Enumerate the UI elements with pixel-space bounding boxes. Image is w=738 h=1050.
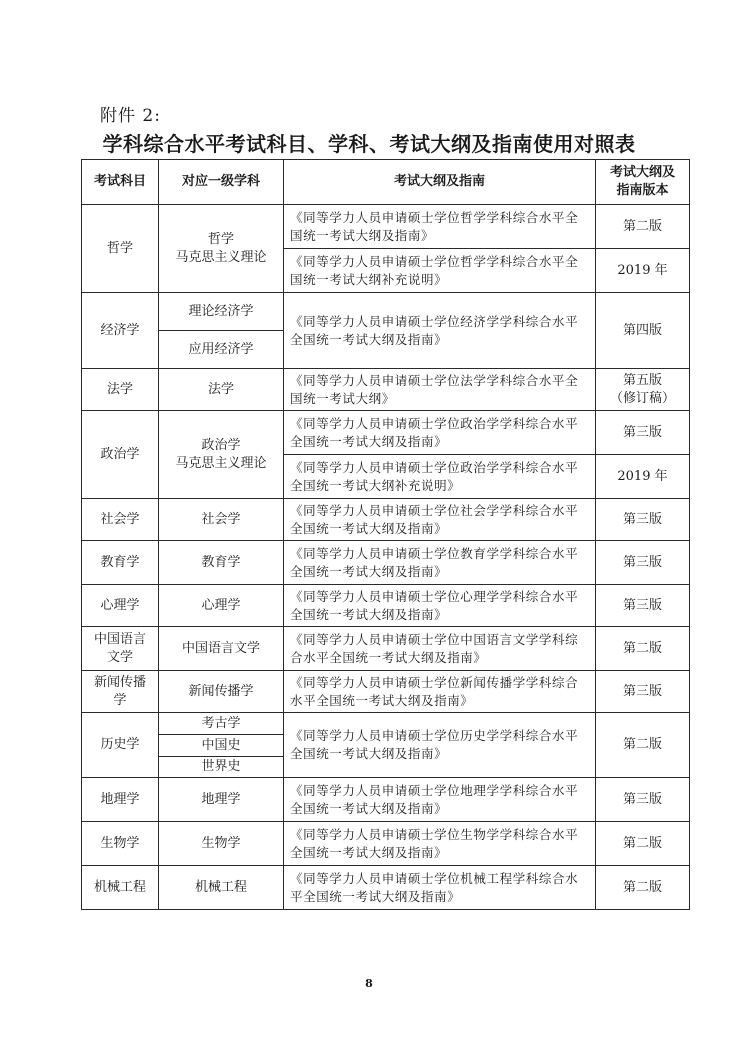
subject-cell: 政治学 bbox=[82, 411, 159, 499]
guide-cell: 《同等学力人员申请硕士学位社会学学科综合水平全国统一考试大纲及指南》 bbox=[284, 499, 596, 541]
guide-cell: 《同等学力人员申请硕士学位政治学学科综合水平全国统一考试大纲及指南》 bbox=[284, 411, 596, 455]
discipline-cell: 考古学 bbox=[159, 713, 284, 735]
version-cell: 第二版 bbox=[596, 866, 690, 910]
table-row bbox=[82, 713, 690, 735]
discipline-cell: 应用经济学 bbox=[159, 331, 284, 369]
subject-line: 学 bbox=[113, 692, 127, 708]
subject-cell: 机械工程 bbox=[82, 866, 159, 910]
page-number: 8 bbox=[365, 977, 373, 990]
table-row bbox=[82, 541, 690, 585]
version-cell: 第四版 bbox=[596, 293, 690, 369]
subject-cell: 社会学 bbox=[82, 499, 159, 541]
table-row bbox=[82, 369, 690, 411]
guide-cell: 《同等学力人员申请硕士学位历史学学科综合水平全国统一考试大纲及指南》 bbox=[284, 713, 596, 778]
version-cell: 第三版 bbox=[596, 671, 690, 713]
header-guide: 考试大纲及指南 bbox=[284, 160, 596, 205]
discipline-cell: 生物学 bbox=[159, 822, 284, 866]
discipline-line: 哲学 bbox=[207, 231, 234, 247]
subject-cell: 历史学 bbox=[82, 713, 159, 778]
guide-cell: 《同等学力人员申请硕士学位心理学学科综合水平全国统一考试大纲及指南》 bbox=[284, 585, 596, 627]
table-row bbox=[82, 778, 690, 822]
version-line: 第五版 bbox=[622, 372, 662, 388]
subject-cell: 法学 bbox=[82, 369, 159, 411]
subject-cell: 哲学 bbox=[82, 205, 159, 293]
version-cell: 第二版 bbox=[596, 205, 690, 249]
discipline-cell: 新闻传播学 bbox=[159, 671, 284, 713]
version-cell: 第三版 bbox=[596, 541, 690, 585]
table-row bbox=[82, 866, 690, 910]
discipline-line: 马克思主义理论 bbox=[175, 249, 267, 265]
version-cell: 第三版 bbox=[596, 585, 690, 627]
discipline-line: 政治学 bbox=[201, 437, 241, 453]
table-row bbox=[82, 627, 690, 671]
guide-cell: 《同等学力人员申请硕士学位哲学学科综合水平全国统一考试大纲及指南》 bbox=[284, 205, 596, 249]
version-cell: 第三版 bbox=[596, 778, 690, 822]
guide-cell: 《同等学力人员申请硕士学位中国语言文学学科综合水平全国统一考试大纲及指南》 bbox=[284, 627, 596, 671]
discipline-cell bbox=[159, 411, 284, 499]
subject-cell: 经济学 bbox=[82, 293, 159, 369]
table-row bbox=[82, 585, 690, 627]
table-row bbox=[82, 411, 690, 455]
subject-line: 新闻传播 bbox=[93, 674, 146, 690]
subject-cell: 地理学 bbox=[82, 778, 159, 822]
guide-cell: 《同等学力人员申请硕士学位政治学学科综合水平全国统一考试大纲补充说明》 bbox=[284, 455, 596, 499]
guide-cell: 《同等学力人员申请硕士学位机械工程学科综合水平全国统一考试大纲及指南》 bbox=[284, 866, 596, 910]
guide-cell: 《同等学力人员申请硕士学位教育学学科综合水平全国统一考试大纲及指南》 bbox=[284, 541, 596, 585]
table-row bbox=[82, 205, 690, 249]
discipline-cell: 法学 bbox=[159, 369, 284, 411]
discipline-cell: 中国史 bbox=[159, 735, 284, 757]
guide-cell: 《同等学力人员申请硕士学位法学学科综合水平全国统一考试大纲》 bbox=[284, 369, 596, 411]
subject-cell: 心理学 bbox=[82, 585, 159, 627]
attachment-label: 附件 2: bbox=[100, 106, 161, 126]
discipline-cell: 地理学 bbox=[159, 778, 284, 822]
version-cell: 第二版 bbox=[596, 627, 690, 671]
version-cell bbox=[596, 369, 690, 411]
header-subject: 考试科目 bbox=[82, 160, 159, 205]
version-cell: 2019 年 bbox=[596, 455, 690, 499]
discipline-cell: 理论经济学 bbox=[159, 293, 284, 331]
subject-cell bbox=[82, 671, 159, 713]
discipline-line: 马克思主义理论 bbox=[175, 455, 267, 471]
guide-cell: 《同等学力人员申请硕士学位生物学学科综合水平全国统一考试大纲及指南》 bbox=[284, 822, 596, 866]
table-header-row bbox=[82, 160, 690, 205]
subject-cell bbox=[82, 627, 159, 671]
table-row bbox=[82, 293, 690, 331]
discipline-cell: 心理学 bbox=[159, 585, 284, 627]
guide-cell: 《同等学力人员申请硕士学位经济学学科综合水平全国统一考试大纲及指南》 bbox=[284, 293, 596, 369]
exam-reference-table bbox=[81, 159, 690, 910]
version-cell: 第二版 bbox=[596, 713, 690, 778]
version-cell: 第三版 bbox=[596, 499, 690, 541]
subject-cell: 生物学 bbox=[82, 822, 159, 866]
table-row bbox=[82, 822, 690, 866]
version-cell: 第三版 bbox=[596, 411, 690, 455]
subject-line: 中国语言 bbox=[93, 631, 146, 647]
version-line: （修订稿） bbox=[609, 390, 675, 406]
header-version-line2: 指南版本 bbox=[616, 183, 669, 198]
subject-cell: 教育学 bbox=[82, 541, 159, 585]
header-version bbox=[596, 160, 690, 205]
discipline-cell: 中国语言文学 bbox=[159, 627, 284, 671]
header-discipline: 对应一级学科 bbox=[159, 160, 284, 205]
guide-cell: 《同等学力人员申请硕士学位哲学学科综合水平全国统一考试大纲补充说明》 bbox=[284, 249, 596, 293]
discipline-cell: 机械工程 bbox=[159, 866, 284, 910]
discipline-cell: 世界史 bbox=[159, 757, 284, 778]
discipline-cell: 教育学 bbox=[159, 541, 284, 585]
guide-cell: 《同等学力人员申请硕士学位地理学学科综合水平全国统一考试大纲及指南》 bbox=[284, 778, 596, 822]
table-row bbox=[82, 671, 690, 713]
header-version-line1: 考试大纲及 bbox=[609, 165, 675, 180]
discipline-cell bbox=[159, 205, 284, 293]
version-cell: 2019 年 bbox=[596, 249, 690, 293]
page-title: 学科综合水平考试科目、学科、考试大纲及指南使用对照表 bbox=[102, 132, 636, 156]
table-row bbox=[82, 499, 690, 541]
version-cell: 第二版 bbox=[596, 822, 690, 866]
guide-cell: 《同等学力人员申请硕士学位新闻传播学学科综合水平全国统一考试大纲及指南》 bbox=[284, 671, 596, 713]
subject-line: 文学 bbox=[106, 649, 133, 665]
discipline-cell: 社会学 bbox=[159, 499, 284, 541]
